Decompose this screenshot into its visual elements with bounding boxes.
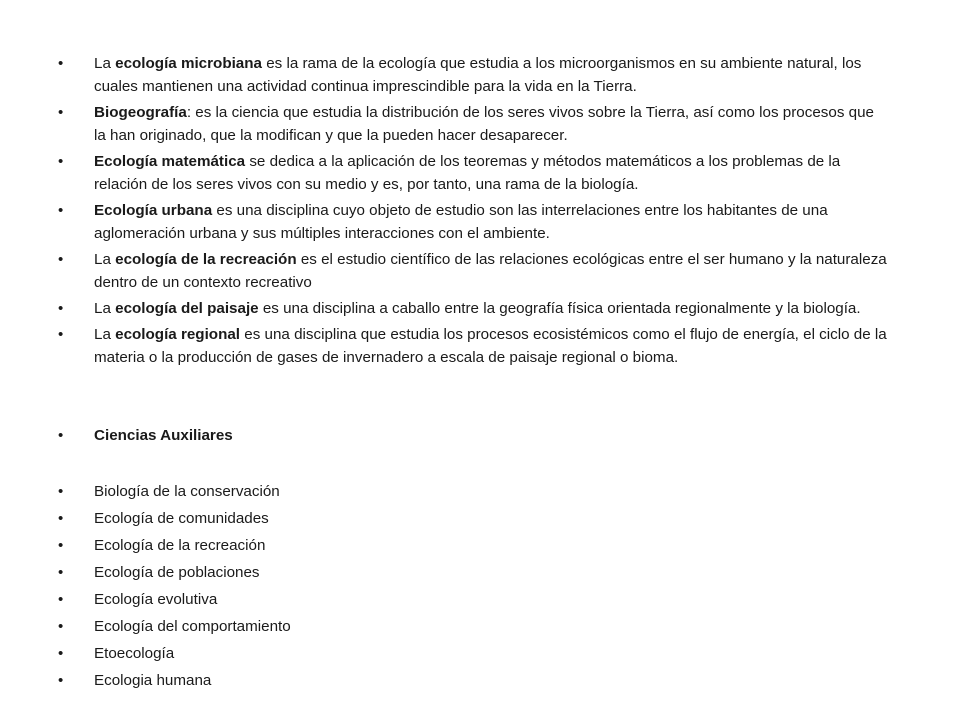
list-item [58, 248, 888, 294]
bullet-icon: • [58, 537, 64, 554]
section-heading-item [58, 424, 888, 447]
bullet-icon: • [58, 251, 64, 268]
subfield-label: Biología de la conservación [94, 483, 280, 500]
subfield-label: Ecología de la recreación [94, 537, 266, 554]
bullet-icon: • [58, 483, 64, 500]
list-item [58, 505, 888, 532]
list-item [58, 478, 888, 505]
item-post: es una disciplina cuyo objeto de estudio son las interrelaciones entre los habitantes de una aglomeración urbana y sus múltiples interacciones con el ambiente. [94, 202, 828, 242]
item-post: es una disciplina a caballo entre la geografía física orientada regionalmente y la biología. [258, 300, 861, 317]
bullet-icon: • [58, 300, 64, 317]
subfield-label: Ecología evolutiva [94, 591, 218, 608]
list-item [58, 532, 888, 559]
item-post: se dedica a la aplicación de los teoremas y métodos matemáticos a los problemas de la relación de los seres vivos con su medio y es, por tanto, una rama de la biología. [94, 153, 841, 193]
bullet-icon: • [58, 591, 64, 608]
list-item [58, 297, 888, 320]
bullet-icon: • [58, 672, 64, 689]
subfields-list [58, 478, 888, 694]
item-post: : es la ciencia que estudia la distribución de los seres vivos sobre la Tierra, así como los procesos que la han originado, que la modifican y que la pueden hacer desaparecer. [94, 104, 874, 144]
bullet-icon: • [58, 55, 64, 72]
item-post: es la rama de la ecología que estudia a los microorganismos en su ambiente natural, los cuales mantienen una actividad continua imprescindible para la vida en la Tierra. [94, 55, 862, 95]
list-item [58, 613, 888, 640]
item-term: Ecología matemática [94, 153, 246, 170]
bullet-icon: • [58, 564, 64, 581]
bullet-icon: • [58, 326, 64, 343]
bullet-icon: • [58, 153, 64, 170]
item-pre: La [94, 55, 116, 72]
item-term: ecología del paisaje [115, 300, 259, 317]
bullet-icon: • [58, 618, 64, 635]
section-heading: Ciencias Auxiliares [94, 427, 233, 444]
list-item [58, 586, 888, 613]
auxiliares-section [58, 424, 888, 447]
bullet-icon: • [58, 427, 64, 444]
list-item [58, 559, 888, 586]
definitions-list [58, 52, 888, 372]
item-pre: La [94, 300, 116, 317]
item-term: Biogeografía [94, 104, 187, 121]
list-item [58, 199, 888, 245]
item-term: ecología de la recreación [115, 251, 297, 268]
list-item [58, 150, 888, 196]
item-post: es el estudio científico de las relaciones ecológicas entre el ser humano y la naturaleza dentro de un contexto recreativo [94, 251, 887, 291]
bullet-icon: • [58, 104, 64, 121]
list-item [58, 640, 888, 667]
subfield-label: Etoecología [94, 645, 175, 662]
item-term: Ecología urbana [94, 202, 213, 219]
subfield-label: Ecologia humana [94, 672, 212, 689]
item-pre: La [94, 251, 116, 268]
subfield-label: Ecología de poblaciones [94, 564, 260, 581]
bullet-icon: • [58, 202, 64, 219]
list-item [58, 101, 888, 147]
subfield-label: Ecología de comunidades [94, 510, 269, 527]
item-post: es una disciplina que estudia los procesos ecosistémicos como el flujo de energía, el ciclo de la materia o la producción de gases de invernadero a escala de paisaje regional o bioma. [94, 326, 887, 366]
item-pre: La [94, 326, 116, 343]
bullet-icon: • [58, 645, 64, 662]
item-term: ecología microbiana [115, 55, 262, 72]
list-item [58, 667, 888, 694]
item-term: ecología regional [115, 326, 241, 343]
list-item [58, 52, 888, 98]
bullet-icon: • [58, 510, 64, 527]
list-item [58, 323, 888, 369]
subfield-label: Ecología del comportamiento [94, 618, 291, 635]
